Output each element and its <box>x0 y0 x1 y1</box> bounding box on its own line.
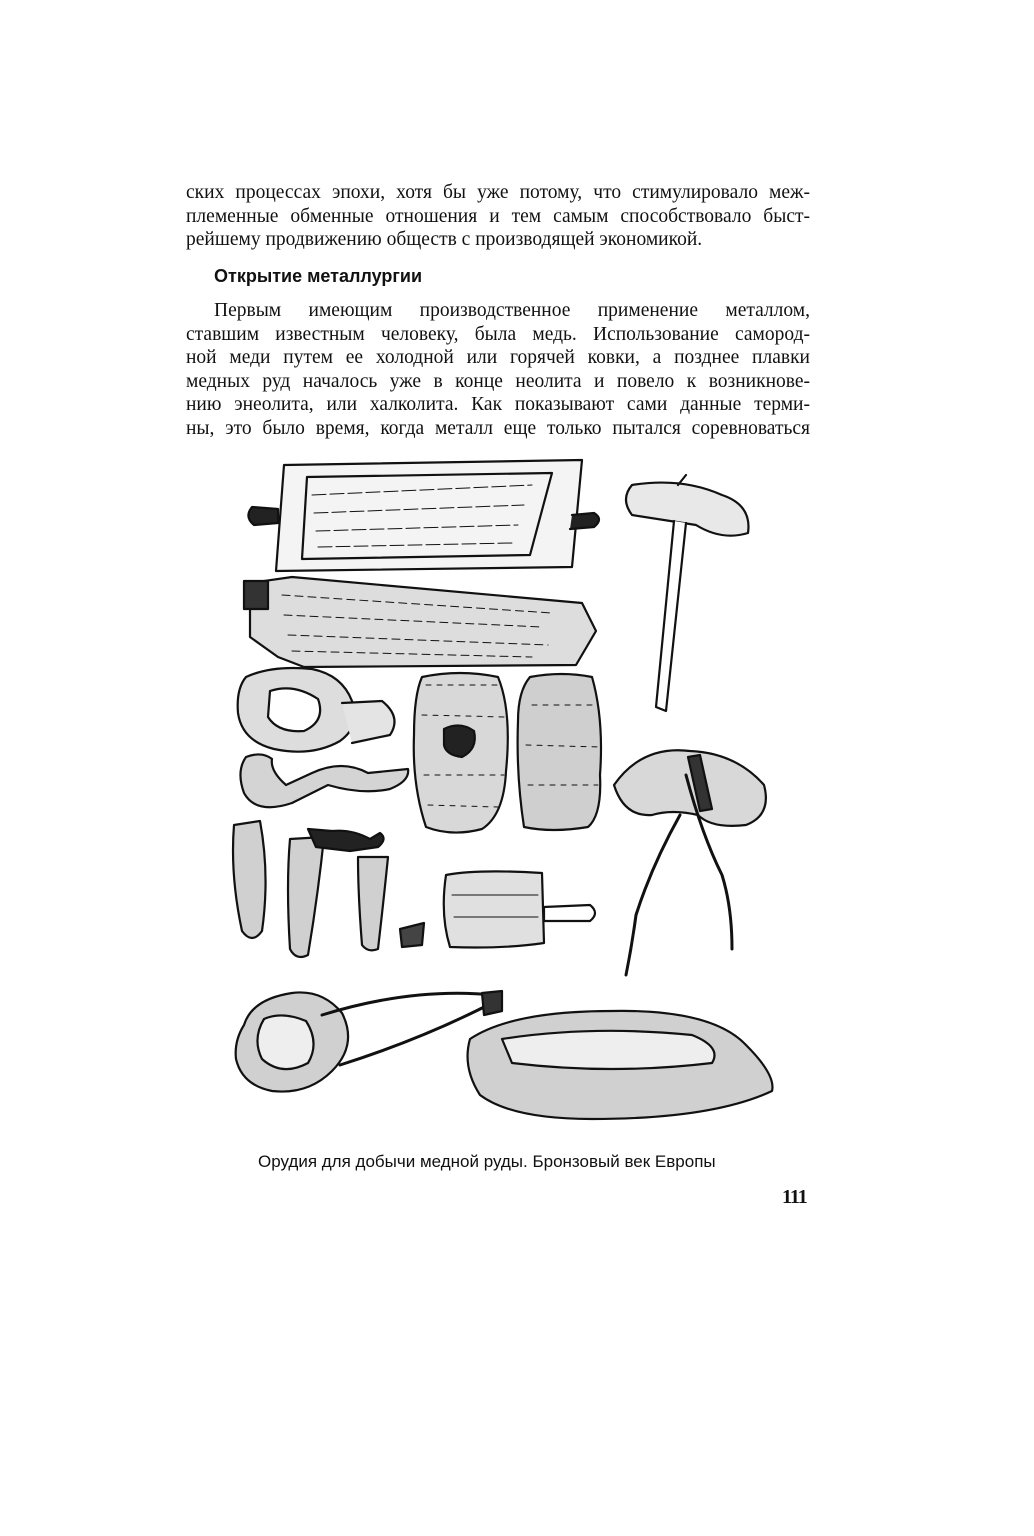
text-line: медных руд началось уже в конце неолита и повело к возникнове- <box>186 370 810 392</box>
text-line: ной меди путем ее холодной или горячей ковки, а позднее плавки <box>186 347 810 369</box>
text-line: рейшему продвижению обществ с производящей экономикой. <box>186 229 703 251</box>
paragraph-1 <box>186 181 810 252</box>
stone-hammer-head-illustration <box>414 673 508 833</box>
stone-mortar-illustration <box>468 1011 773 1119</box>
wedge-tools-illustration <box>233 821 424 957</box>
pick-illustration <box>240 754 408 807</box>
text-line: ставшим известным человеку, была медь. Использование самород- <box>186 323 810 345</box>
ladle-illustration <box>238 668 395 752</box>
text-line: племенные обменные отношения и тем самым способствовало быст- <box>186 205 810 227</box>
section-heading: Открытие металлургии <box>214 266 423 286</box>
stone-block-illustration <box>518 674 601 830</box>
mining-tools-illustration <box>212 455 792 1145</box>
shovel-illustration <box>444 871 595 947</box>
stone-hammer-illustration <box>626 475 748 711</box>
text-line: нию энеолита, или халколита. Как показывают сами данные терми- <box>186 394 810 416</box>
hafted-axe-illustration <box>614 750 766 975</box>
text-line: Первым имеющим производственное применение металлом, <box>214 300 810 321</box>
figure-caption: Орудия для добычи медной руды. Бронзовый век Европы <box>258 1152 716 1171</box>
withy-handle-tool-illustration <box>236 991 502 1092</box>
wooden-beam-illustration <box>244 577 596 667</box>
wooden-trough-illustration <box>248 460 599 571</box>
text-line: ских процессах эпохи, хотя бы уже потому, что стимулировало меж- <box>186 182 810 203</box>
paragraph-2 <box>186 299 810 441</box>
page-number: 111 <box>782 1186 807 1208</box>
text-line: ны, это было время, когда металл еще только пытался соревноваться <box>186 417 810 439</box>
